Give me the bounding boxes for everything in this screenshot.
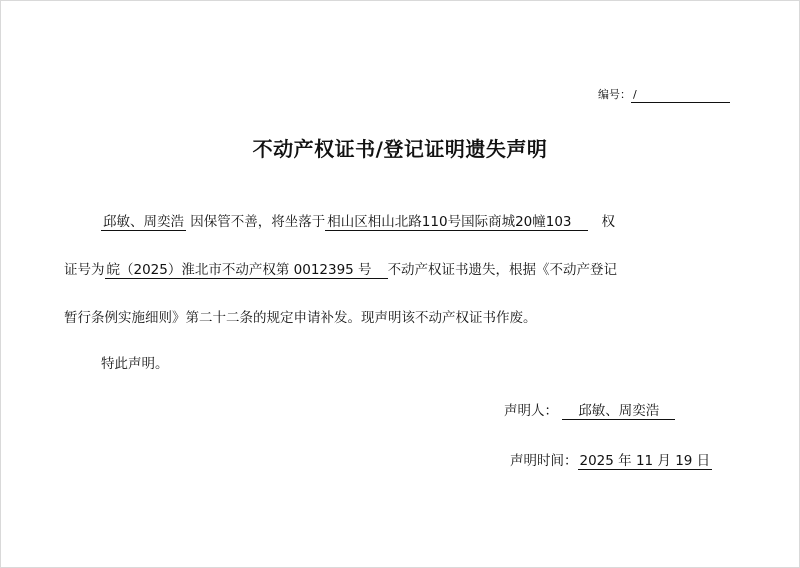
certificate-number: 皖（2025）淮北市不动产权第 0012395 号 — [105, 262, 388, 279]
body-line-1 — [101, 212, 615, 232]
body-line-2-text-b: 不动产权证书遗失，根据《不动产登记 — [387, 262, 618, 278]
body-line-1-text-a: 因保管不善，将坐落于 — [190, 214, 326, 230]
serial-number — [598, 86, 730, 103]
date-label: 声明时间： — [510, 453, 578, 469]
declarant-label: 声明人： — [504, 403, 558, 419]
body-line-2-text-a: 证号为 — [64, 262, 105, 278]
declarant-value: 邱敏、周奕浩 — [562, 403, 675, 420]
serial-label: 编号： — [598, 88, 631, 101]
property-location: 相山区相山北路110号国际商城20幢103 — [325, 214, 587, 231]
page-title: 不动产权证书/登记证明遗失声明 — [252, 137, 548, 161]
owner-names: 邱敏、周奕浩 — [103, 214, 184, 230]
body-line-4: 特此声明。 — [101, 356, 169, 372]
body-line-1-text-b: 权 — [601, 214, 616, 230]
declarant-line — [504, 401, 675, 421]
date-value: 2025 年 11 月 19 日 — [579, 453, 711, 469]
serial-value: / — [631, 88, 730, 103]
body-line-2 — [64, 260, 617, 280]
body-line-3: 暂行条例实施细则》第二十二条的规定申请补发。现声明该不动产权证书作废。 — [64, 310, 537, 326]
date-line — [510, 451, 712, 471]
